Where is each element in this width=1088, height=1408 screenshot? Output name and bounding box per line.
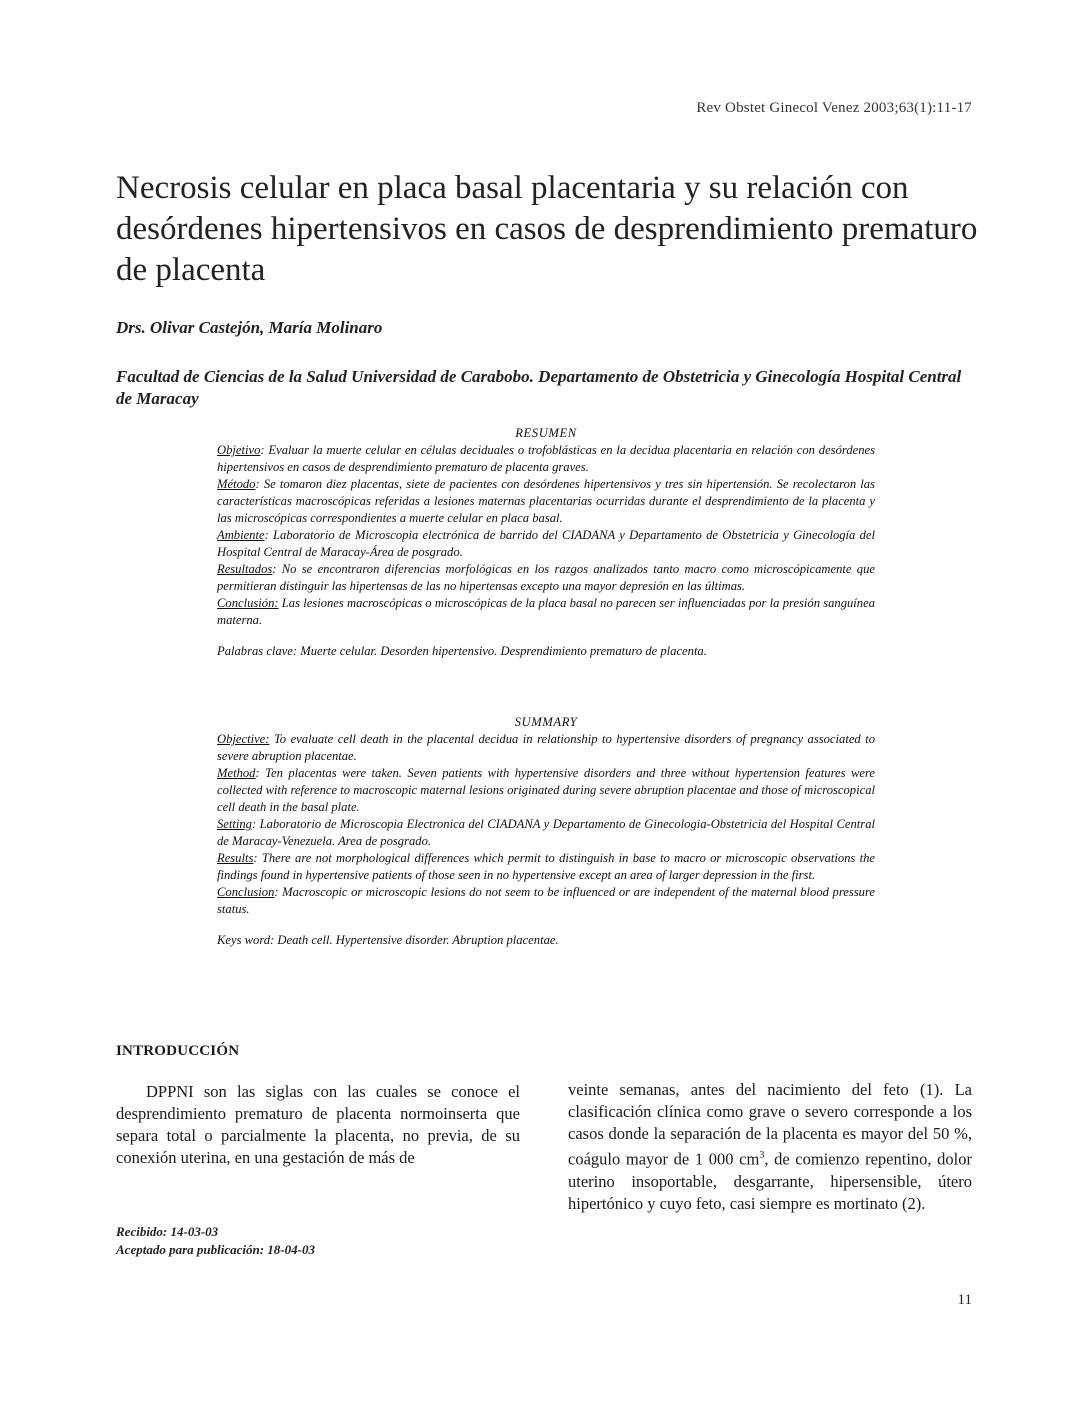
intro-right-paragraph xyxy=(568,1079,972,1215)
summary-objective-label: Objective: xyxy=(217,732,270,746)
summary-heading: SUMMARY xyxy=(514,715,578,729)
summary-results-text: : There are not morphological differences which permit to distinguish in base to macro or microscopic observations the findings found in hypertensive patients of those seen in no hypertensive except an area of larger depression in the first. xyxy=(217,851,875,882)
page-number: 11 xyxy=(957,1292,972,1308)
summary-setting xyxy=(217,816,875,850)
summary-objective xyxy=(217,731,875,765)
resumen-metodo-text: : Se tomaron diez placentas, siete de pacientes con desórdenes hipertensivos y tres sin hipertensión. Se recolectaron las características macroscópicas referidas a lesiones maternas placentarias ocurridas durante el desprendimiento de la placenta y las microscópicas correspondientes a muerte celular en placa basal. xyxy=(217,477,875,525)
summary-method-label: Method xyxy=(217,766,256,780)
resumen-objetivo-label: Objetivo xyxy=(217,443,261,457)
summary-method-text: : Ten placentas were taken. Seven patients with hypertensive disorders and three without hypertension features were collected with reference to macroscopic maternal lesions originated during severe abruption placentae and those of microscopical cell death in the basal plate. xyxy=(217,766,875,814)
journal-reference: Rev Obstet Ginecol Venez 2003;63(1):11-17 xyxy=(696,100,972,116)
resumen-conclusion-text: Las lesiones macroscópicas o microscópicas de la placa basal no parecen ser influenciadas por la presión sanguínea materna. xyxy=(217,596,875,627)
resumen-objetivo-text: : Evaluar la muerte celular en células deciduales o trofoblásticas en la decidua placentaria en relación con desórdenes hipertensivos en casos de desprendimiento prematuro de placenta graves. xyxy=(217,443,875,474)
intro-right-superscript: 3 xyxy=(759,1150,765,1161)
received-date: Recibido: 14-03-03 xyxy=(116,1224,219,1239)
resumen-resultados-label: Resultados xyxy=(217,562,273,576)
summary-conclusion-label: Conclusion xyxy=(217,885,275,899)
summary-setting-label: Setting xyxy=(217,817,252,831)
resumen-objetivo xyxy=(217,442,875,476)
resumen-heading: RESUMEN xyxy=(515,426,577,440)
summary-results xyxy=(217,850,875,884)
intro-right-text-part1: veinte semanas, antes del nacimiento del feto (1). La clasificación clínica como grave o severo corresponde a los casos donde la separación de la placenta es mayor del 50 %, coágulo mayor de 1 000 cm xyxy=(568,1080,972,1169)
article-title: Necrosis celular en placa basal placentaria y su relación con desórdenes hipertensivos en casos de desprendimiento prematuro de placenta xyxy=(116,170,978,288)
intro-left-column xyxy=(116,1081,520,1169)
article-dates xyxy=(116,1223,315,1259)
resumen-ambiente xyxy=(217,527,875,561)
summary-objective-text: To evaluate cell death in the placental decidua in relationship to hypertensive disorders of pregnancy associated to severe abruption placentae. xyxy=(217,732,875,763)
summary-conclusion-text: : Macroscopic or microscopic lesions do not seem to be influenced or are independent of the maternal blood pressure status. xyxy=(217,885,875,916)
intro-right-text-part2: , de comienzo repentino, dolor uterino insoportable, desgarrante, hipersensible, útero hipertónico y cuyo feto, casi siempre es mortinato (2). xyxy=(568,1149,972,1213)
summary-conclusion xyxy=(217,884,875,918)
article-authors: Drs. Olivar Castejón, María Molinaro xyxy=(116,318,383,337)
article-affiliation: Facultad de Ciencias de la Salud Universidad de Carabobo. Departamento de Obstetricia y Ginecología Hospital Central de Maracay xyxy=(116,367,962,408)
summary-results-label: Results xyxy=(217,851,254,865)
summary-section xyxy=(217,714,875,949)
intro-left-paragraph: DPPNI son las siglas con las cuales se conoce el desprendimiento prematuro de placenta normoinserta que separa total o parcialmente la placenta, no previa, de su conexión uterina, en una gestación de más de xyxy=(116,1082,520,1167)
resumen-resultados xyxy=(217,561,875,595)
resumen-resultados-text: : No se encontraron diferencias morfológicas en los razgos analizados tanto macro como microscópicamente que permitieran distinguir las hipertensas de las no hipertensas excepto una mayor depresión en las últimas. xyxy=(217,562,875,593)
summary-setting-text: : Laboratorio de Microscopia Electronica del CIADANA y Departamento de Ginecologia-Obstetricia del Hospital Central de Maracay-Venezuela. Area de posgrado. xyxy=(217,817,875,848)
accepted-date: Aceptado para publicación: 18-04-03 xyxy=(116,1242,315,1257)
intro-heading: INTRODUCCIÓN xyxy=(116,1043,240,1059)
summary-method xyxy=(217,765,875,816)
summary-keywords: Keys word: Death cell. Hypertensive disorder. Abruption placentae. xyxy=(217,933,559,947)
resumen-metodo xyxy=(217,476,875,527)
resumen-conclusion xyxy=(217,595,875,629)
resumen-conclusion-label: Conclusión: xyxy=(217,596,279,610)
resumen-metodo-label: Método xyxy=(217,477,256,491)
resumen-ambiente-label: Ambiente xyxy=(217,528,265,542)
resumen-keywords: Palabras clave: Muerte celular. Desorden hipertensivo. Desprendimiento prematuro de placenta. xyxy=(217,644,707,658)
resumen-ambiente-text: : Laboratorio de Microscopia electrónica de barrido del CIADANA y Departamento de Obstetricia y Ginecología del Hospital Central de Maracay-Área de posgrado. xyxy=(217,528,875,559)
intro-right-column xyxy=(568,1079,972,1215)
resumen-section xyxy=(217,425,875,660)
